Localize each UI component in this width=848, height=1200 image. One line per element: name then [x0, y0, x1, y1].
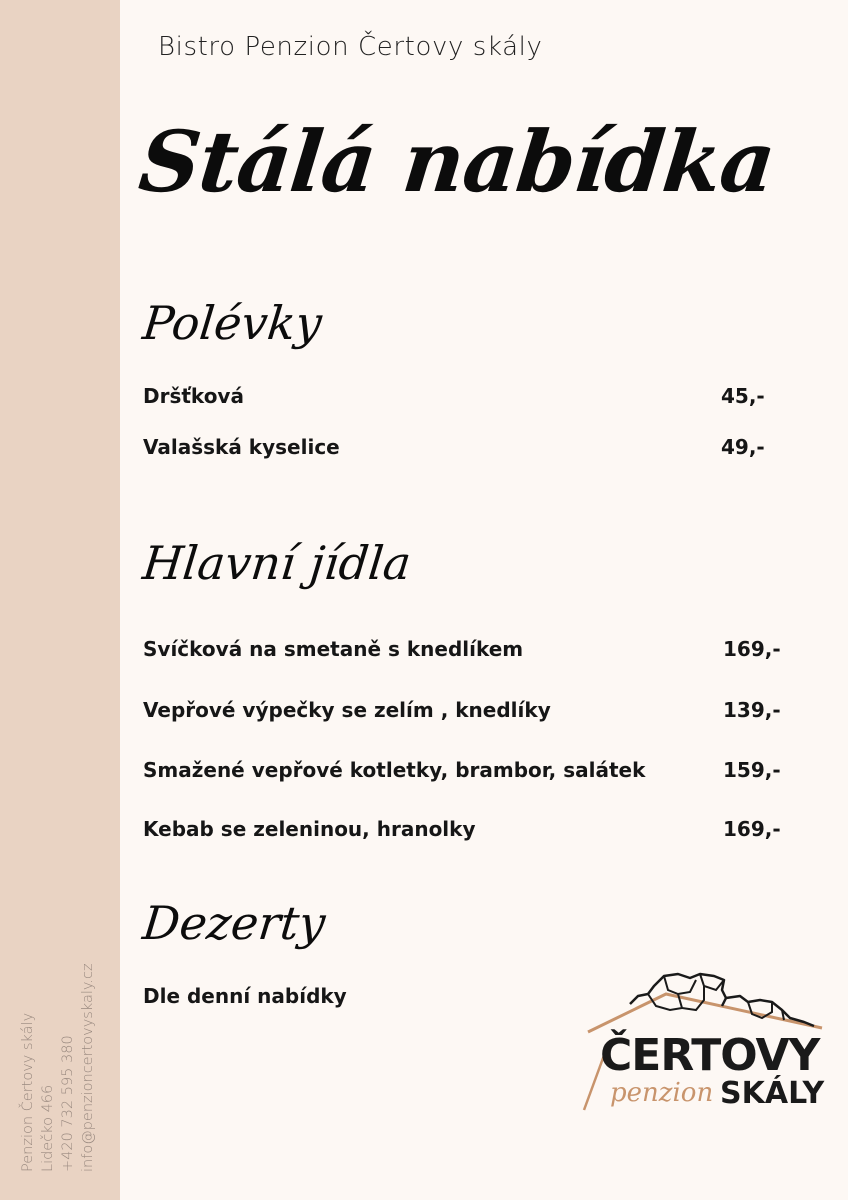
- logo-main-text: ČERTOVY: [600, 1030, 820, 1081]
- logo-skaly-text: SKÁLY: [720, 1076, 825, 1111]
- menu-item-price: 45,-: [721, 384, 765, 408]
- menu-item-name: Valašská kyselice: [143, 435, 340, 459]
- section-title-mains: Hlavní jídla: [140, 536, 414, 590]
- menu-item: [143, 698, 781, 728]
- menu-item-price: 139,-: [723, 698, 781, 722]
- menu-item-name: Vepřové výpečky se zelím , knedlíky: [143, 698, 551, 722]
- menu-item: [143, 384, 778, 414]
- contact-info: [18, 963, 98, 1172]
- page-title: Stálá nabídka: [134, 112, 780, 211]
- menu-item: [143, 435, 778, 465]
- contact-email: info@penzioncertovyskaly.cz: [80, 963, 96, 1172]
- menu-item-name: Svíčková na smetaně s knedlíkem: [143, 637, 524, 661]
- section-title-soups: Polévky: [140, 296, 325, 350]
- menu-item-name: Smažené vepřové kotletky, brambor, salátek: [143, 758, 646, 782]
- contact-name: Penzion Čertovy skály: [20, 1012, 36, 1172]
- menu-item: [143, 758, 781, 788]
- menu-item-price: 159,-: [723, 758, 781, 782]
- contact-phone: +420 732 595 380: [60, 1035, 76, 1172]
- desserts-note: Dle denní nabídky: [143, 984, 347, 1008]
- logo-sub-text: penzion: [610, 1078, 714, 1108]
- penzion-logo: [578, 966, 828, 1116]
- menu-item: [143, 637, 781, 667]
- brand-name: Bistro Penzion Čertovy skály: [158, 32, 543, 62]
- menu-item-name: Kebab se zeleninou, hranolky: [143, 817, 476, 841]
- contact-address: Lidečko 466: [40, 1084, 56, 1172]
- menu-item-price: 169,-: [723, 817, 781, 841]
- menu-item-price: 169,-: [723, 637, 781, 661]
- menu-item-price: 49,-: [721, 435, 765, 459]
- section-title-desserts: Dezerty: [140, 896, 328, 950]
- menu-item: [143, 817, 781, 847]
- menu-item-name: Dršťková: [143, 384, 244, 408]
